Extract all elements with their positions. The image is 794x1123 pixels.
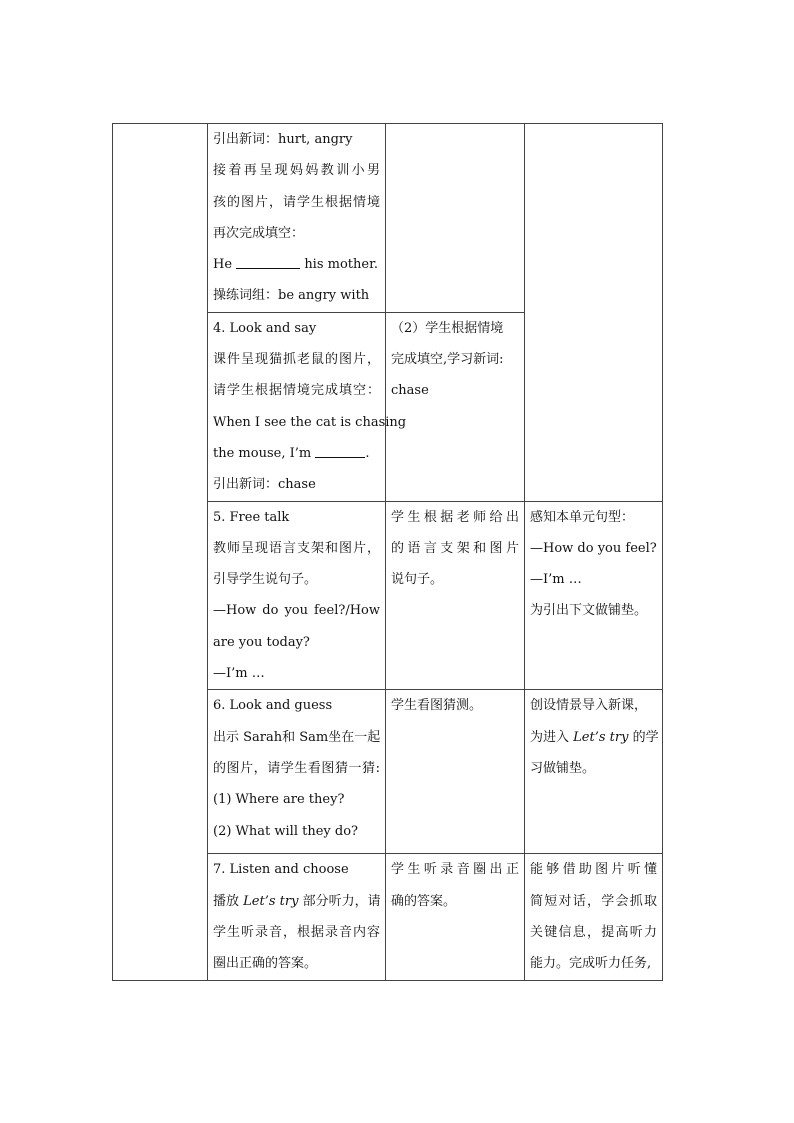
activity-line: 请学生根据情境完成填空：: [213, 383, 380, 399]
student-cell: [386, 124, 525, 313]
activity-line: 引导学生说句子。: [213, 572, 318, 588]
student-line: 学生根据老师给出: [391, 509, 519, 525]
student-cell: [386, 312, 525, 501]
purpose-line: 关键信息，提高听力: [530, 924, 657, 940]
activity-line: 接着再呈现妈妈教训小男: [213, 163, 380, 179]
purpose-line: [530, 722, 657, 753]
student-line: 学生听录音圈出正: [391, 862, 519, 878]
activity-line: 再次完成填空：: [213, 225, 305, 241]
purpose-text: 为进入: [530, 729, 570, 745]
purpose-text: 的学: [632, 729, 659, 745]
purpose-line: 感知本单元句型：: [530, 509, 635, 525]
student-cell: [386, 854, 525, 980]
activity-line: (1) Where are they?: [213, 792, 345, 808]
purpose-line: 创设情景导入新课，: [530, 698, 648, 714]
lets-try-title: Let’s try: [573, 729, 629, 745]
activity-line: [213, 886, 380, 917]
activity-line: 操练词组：be angry with: [213, 288, 370, 304]
purpose-cell: [525, 501, 663, 690]
activity-line: 4. Look and say: [213, 320, 317, 336]
purpose-cell: [525, 690, 663, 854]
purpose-line: 为引出下文做铺垫。: [530, 603, 648, 619]
activity-line: 引出新词：chase: [213, 477, 316, 493]
sentence-end: .: [365, 445, 370, 461]
activity-line: 引出新词：hurt, angry: [213, 132, 353, 147]
activity-line: 孩的图片，请学生根据情境: [213, 194, 380, 210]
activity-cell: [208, 690, 386, 854]
sentence-start: the mouse, I’m: [213, 445, 312, 461]
student-line: 确的答案。: [391, 893, 457, 909]
activity-text: 播放: [213, 893, 240, 909]
sentence-end: his mother.: [304, 257, 379, 273]
activity-line: 6. Look and guess: [213, 698, 333, 714]
purpose-cell: [525, 124, 663, 502]
blank-line: [315, 443, 365, 458]
purpose-line: 习做铺垫。: [530, 760, 596, 776]
fill-blank-sentence: [213, 249, 380, 280]
student-line: chase: [391, 383, 429, 399]
activity-line: —How do you feel?/How: [213, 603, 380, 619]
lesson-plan-table: [112, 123, 663, 981]
fill-blank-sentence: [213, 438, 380, 469]
activity-cell: [208, 124, 386, 313]
purpose-line: 能力。完成听力任务,: [530, 956, 652, 972]
activity-cell: [208, 854, 386, 980]
purpose-line: —How do you feel?: [530, 540, 657, 556]
student-cell: [386, 501, 525, 690]
student-line: 的语言支架和图片: [391, 540, 519, 556]
activity-cell: [208, 312, 407, 501]
activity-line: (2) What will they do?: [213, 823, 359, 839]
activity-line: 出示 Sarah和 Sam坐在一起: [213, 729, 381, 745]
table-row: [113, 124, 663, 313]
student-line: （2）学生根据情境: [391, 320, 504, 336]
activity-line: are you today?: [213, 634, 310, 650]
blank-line: [236, 254, 300, 269]
student-line: 学生看图猜测。: [391, 698, 483, 714]
purpose-cell: [525, 854, 663, 980]
activity-line: 圈出正确的答案。: [213, 956, 318, 972]
lets-try-title: Let’s try: [243, 893, 299, 909]
activity-line: —I’m …: [213, 666, 265, 682]
purpose-line: 简短对话，学会抓取: [530, 893, 657, 909]
activity-line: 学生听录音，根据录音内容: [213, 924, 380, 940]
activity-line: When I see the cat is chasing: [213, 414, 407, 430]
activity-line: 的图片，请学生看图猜一猜:: [213, 760, 380, 776]
purpose-line: —I’m …: [530, 572, 582, 588]
activity-text: 部分听力，请: [302, 893, 381, 909]
activity-line: 7. Listen and choose: [213, 862, 349, 878]
activity-line: 5. Free talk: [213, 509, 290, 525]
activity-cell: [208, 501, 386, 690]
student-line: 说句子。: [391, 572, 444, 588]
activity-line: 教师呈现语言支架和图片，: [213, 540, 380, 556]
student-cell: [386, 690, 525, 854]
stage-cell: [113, 124, 208, 981]
activity-line: 课件呈现猫抓老鼠的图片，: [213, 352, 380, 368]
purpose-line: 能够借助图片听懂: [530, 862, 657, 878]
student-line: 完成填空,学习新词:: [391, 352, 504, 368]
sentence-start: He: [213, 257, 233, 273]
